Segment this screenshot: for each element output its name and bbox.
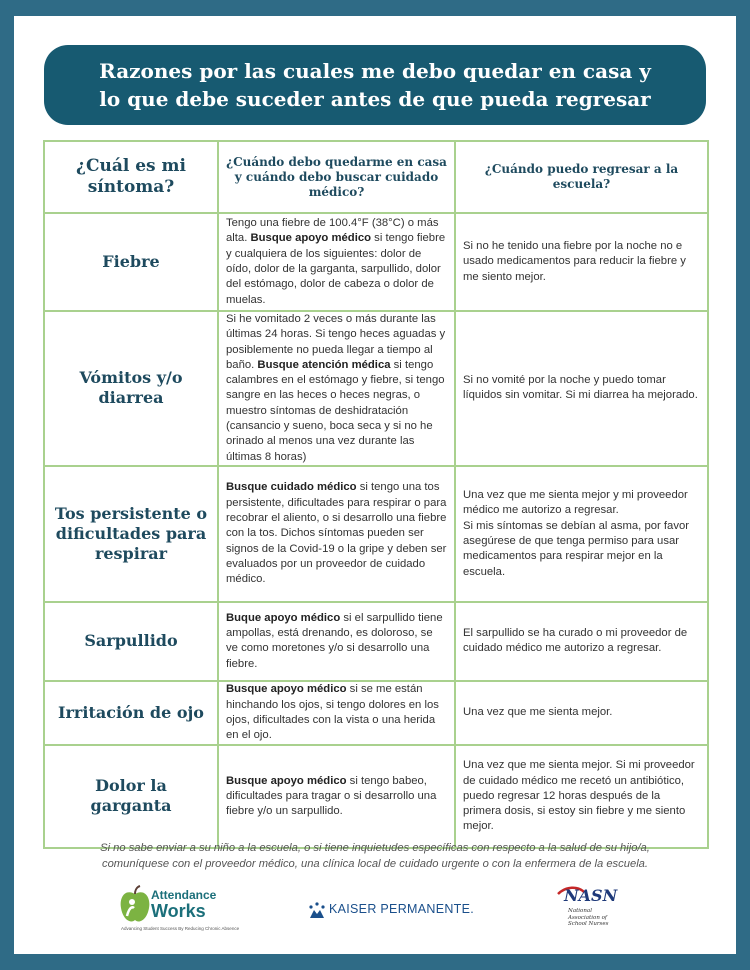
table-row <box>44 681 708 745</box>
attendance-works-tagline: Advancing Student Success By Reducing Chronic Absence <box>121 926 240 931</box>
return-cell: Una vez que me sienta mejor. Si mi proveedor de cuidado médico me recetó un antibiótico, puedo regresar 12 horas después de la primera dosis, si estoy sin fiebre y me siento mejor. <box>455 745 708 848</box>
header-when-stay: ¿Cuándo debo quedarme en casa y cuándo debo buscar cuidado médico? <box>218 141 455 213</box>
table-row <box>44 213 708 311</box>
table-row <box>44 311 708 466</box>
return-cell: Si no vomité por la noche y puedo tomar líquidos sin vomitar. Si mi diarrea ha mejorado. <box>455 311 708 466</box>
symptom-cell: Fiebre <box>44 213 218 311</box>
kaiser-symbol-icon <box>307 900 327 920</box>
symptom-cell: Irritación de ojo <box>44 681 218 745</box>
stay-bold: Busque apoyo médico <box>226 774 347 787</box>
title-banner <box>44 45 706 125</box>
return-cell: El sarpullido se ha curado o mi proveedor de cuidado médico me autorizo a regresar. <box>455 602 708 681</box>
stay-cell <box>218 213 455 311</box>
nasn-subtitle-line: National <box>568 908 592 914</box>
kaiser-permanente-text: KAISER PERMANENTE. <box>329 902 475 916</box>
stay-cell <box>218 745 455 848</box>
nasn-subtitle-line: Association of <box>568 914 607 921</box>
title-line-1: Razones por las cuales me debo quedar en casa y <box>99 59 651 83</box>
table-row <box>44 466 708 602</box>
stay-cell <box>218 602 455 681</box>
return-cell: Una vez que me sienta mejor. <box>455 681 708 745</box>
return-text-2: Si mis síntomas se debían al asma, por favor asegúrese de que tenga permiso para usar medicamentos para respirar mejor en la escuela. <box>463 519 690 578</box>
header-when-return: ¿Cuándo puedo regresar a la escuela? <box>455 141 708 213</box>
attendance-works-line-1: Attendance <box>151 888 217 902</box>
stay-bold: Buque apoyo médico <box>226 611 341 624</box>
return-cell: Si no he tenido una fiebre por la noche no e usado medicamentos para reducir la fiebre y me siento mejor. <box>455 213 708 311</box>
nasn-wordmark: NASN <box>564 886 618 905</box>
stay-bold: Busque atención médica <box>257 358 391 371</box>
title-line-2: lo que debe suceder antes de que pueda regresar <box>99 87 651 111</box>
attendance-works-line-2: Works <box>151 901 206 921</box>
stay-text: Tengo una fiebre de 100.4°F (38°C) o más alta. <box>226 217 439 245</box>
stay-text: si tengo fiebre y cualquiera de los siguientes: dolor de oído, dolor de la garganta, sarpullido, dolor del estómago, dolor de cabeza o dolor de muelas. <box>226 232 446 306</box>
return-text: Una vez que me sienta mejor y mi proveedor médico me autorizo a regresar. <box>463 489 688 517</box>
nasn-subtitle-line: School Nurses <box>568 921 609 927</box>
stay-text: si el sarpullido tiene ampollas, está drenando, es doloroso, se ve como moretones y/o si desarrollo una fiebre. <box>226 611 443 670</box>
apple-icon <box>119 884 151 926</box>
stay-text: si tengo babeo, dificultades para tragar o si desarrollo una fiebre y/o un sarpullido. <box>226 774 437 818</box>
table-header-row <box>44 141 708 213</box>
footer-line-1: Si no sabe enviar a su niño a la escuela, o si tiene inquietudes específicas con respecto a la salud de su hijo/a, <box>100 842 650 854</box>
header-symptom: ¿Cuál es mi síntoma? <box>44 141 218 213</box>
logo-strip <box>14 878 736 948</box>
nasn-subtitle <box>568 908 638 928</box>
nasn-logo <box>554 884 644 944</box>
table-row <box>44 745 708 848</box>
symptom-cell: Tos persistente o dificultades para respirar <box>44 466 218 602</box>
stay-text: si tengo una tos persistente, dificultades para respirar o para recobrar el aliento, o si desarrollo una fiebre con la tos. Dichos síntomas pueden ser signos de la Covid-19 o la gripe y deben ser evaluados por un proveedor de cuidado médico. <box>226 481 447 586</box>
stay-bold: Busque apoyo médico <box>226 683 347 696</box>
stay-text: si tengo calambres en el estómago y fiebre, si tengo sangre en las heces o heces negras, o muestro síntomas de deshidratación (cansancio y sueno, boca seca y si no he orinado al menos una vez durante las últimas 8 horas) <box>226 358 445 463</box>
symptom-cell: Vómitos y/o diarrea <box>44 311 218 466</box>
symptoms-table <box>43 140 709 849</box>
footer-line-2: comuníquese con el proveedor médico, una clínica local de cuidado urgente o con la enfermera de la escuela. <box>101 858 649 870</box>
kaiser-permanente-logo <box>307 898 482 922</box>
page <box>14 16 736 954</box>
stay-bold: Busque cuidado médico <box>226 481 357 494</box>
return-cell <box>455 466 708 602</box>
symptom-cell: Sarpullido <box>44 602 218 681</box>
footer-note <box>54 840 696 872</box>
stay-cell <box>218 311 455 466</box>
stay-bold: Busque apoyo médico <box>250 232 372 245</box>
stay-text: si se me están hinchando los ojos, si tengo dolores en los ojos, dificultades con la vista o una herida en el ojo. <box>226 683 439 742</box>
symptom-cell: Dolor la garganta <box>44 745 218 848</box>
table-row <box>44 602 708 681</box>
stay-text: Si he vomitado 2 veces o más durante las últimas 24 horas. Si tengo heces aguadas y posiblemente no pueda llegar a tiempo al baño. <box>226 313 446 371</box>
stay-cell <box>218 681 455 745</box>
stay-cell <box>218 466 455 602</box>
attendance-works-logo <box>119 882 259 938</box>
